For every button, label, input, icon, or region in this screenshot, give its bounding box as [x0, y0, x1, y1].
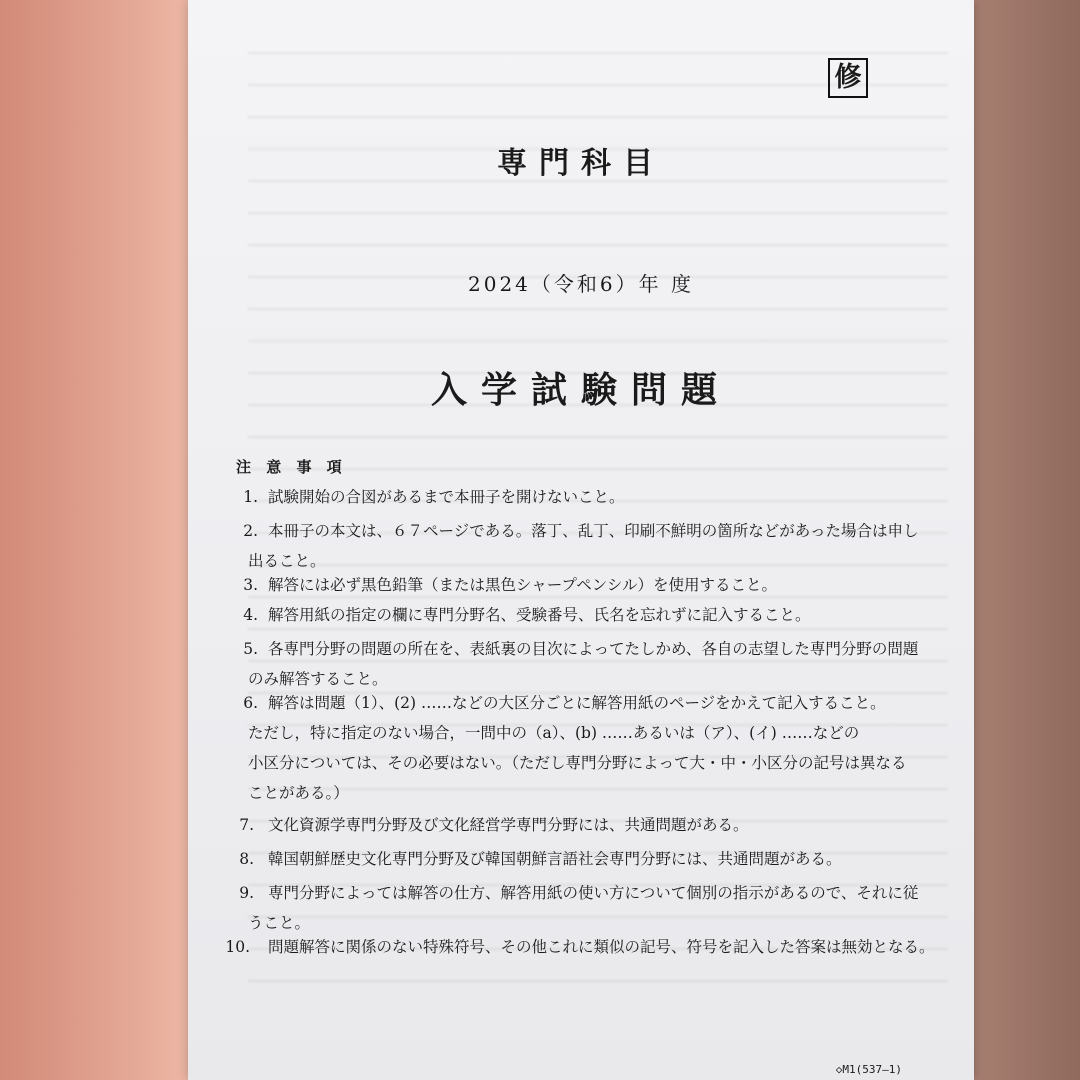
note-text-line: 試験開始の合図があるまで本冊子を開けないこと。: [268, 488, 625, 506]
note-text-line: ただし，特に指定のない場合，一問中の（a）、(b) ……あるいは（ア）、(イ) ……などの: [248, 724, 860, 742]
note-text-line: 解答用紙の指定の欄に専門分野名、受験番号、氏名を忘れずに記入すること。: [268, 606, 811, 624]
footer-code: ◇M1(537—1): [835, 1063, 902, 1076]
note-text-line: ことがある。）: [248, 784, 349, 802]
note-text-line: 文化資源学専門分野及び文化経営学専門分野には、共通問題がある。: [268, 816, 749, 834]
note-text-line: 小区分については、その必要はない。（ただし専門分野によって大・中・小区分の記号は異なる: [248, 754, 907, 772]
note-number: 9.: [239, 884, 254, 902]
note-text-line: 韓国朝鮮歴史文化専門分野及び韓国朝鮮言語社会専門分野には、共通問題がある。: [268, 850, 842, 868]
subject-title: 専門科目: [497, 146, 665, 181]
note-number: 6.: [243, 694, 258, 712]
stamp-box: 修: [828, 58, 868, 98]
note-number: 4.: [243, 606, 258, 624]
background-left: [0, 0, 200, 1080]
note-text-line: のみ解答すること。: [248, 670, 388, 688]
exam-title: 入学試験問題: [430, 369, 731, 411]
note-text-line: 解答は問題（1）、(2) ……などの大区分ごとに解答用紙のページをかえて記入すること。: [268, 694, 886, 712]
background-right: [970, 0, 1080, 1080]
note-number: 3.: [243, 576, 258, 594]
note-text-line: 各専門分野の問題の所在を、表紙裏の目次によってたしかめ、各自の志望した専門分野の問題: [268, 640, 919, 658]
note-number: 7.: [239, 816, 254, 834]
note-text-line: 問題解答に関係のない特殊符号、その他これに類似の記号、符号を記入した答案は無効となる。: [268, 938, 935, 956]
note-text-line: うこと。: [248, 914, 311, 932]
note-text-line: 解答には必ず黒色鉛筆（または黒色シャープペンシル）を使用すること。: [268, 576, 778, 594]
note-number: 1.: [243, 488, 258, 506]
note-number: 2.: [243, 522, 258, 540]
note-text-line: 専門分野によっては解答の仕方、解答用紙の使い方について個別の指示があるので、それに従: [268, 884, 919, 902]
note-number: 10.: [225, 938, 250, 956]
note-text-line: 出ること。: [248, 552, 326, 570]
note-text-line: 本冊子の本文は、６７ページである。落丁、乱丁、印刷不鮮明の箇所などがあった場合は申し: [268, 522, 919, 540]
note-number: 5.: [243, 640, 258, 658]
note-number: 8.: [239, 850, 254, 868]
exam-year: 2024（令和6）年 度: [468, 272, 694, 296]
notes-heading: 注 意 事 項: [236, 458, 347, 476]
exam-cover-page: [188, 0, 974, 1080]
